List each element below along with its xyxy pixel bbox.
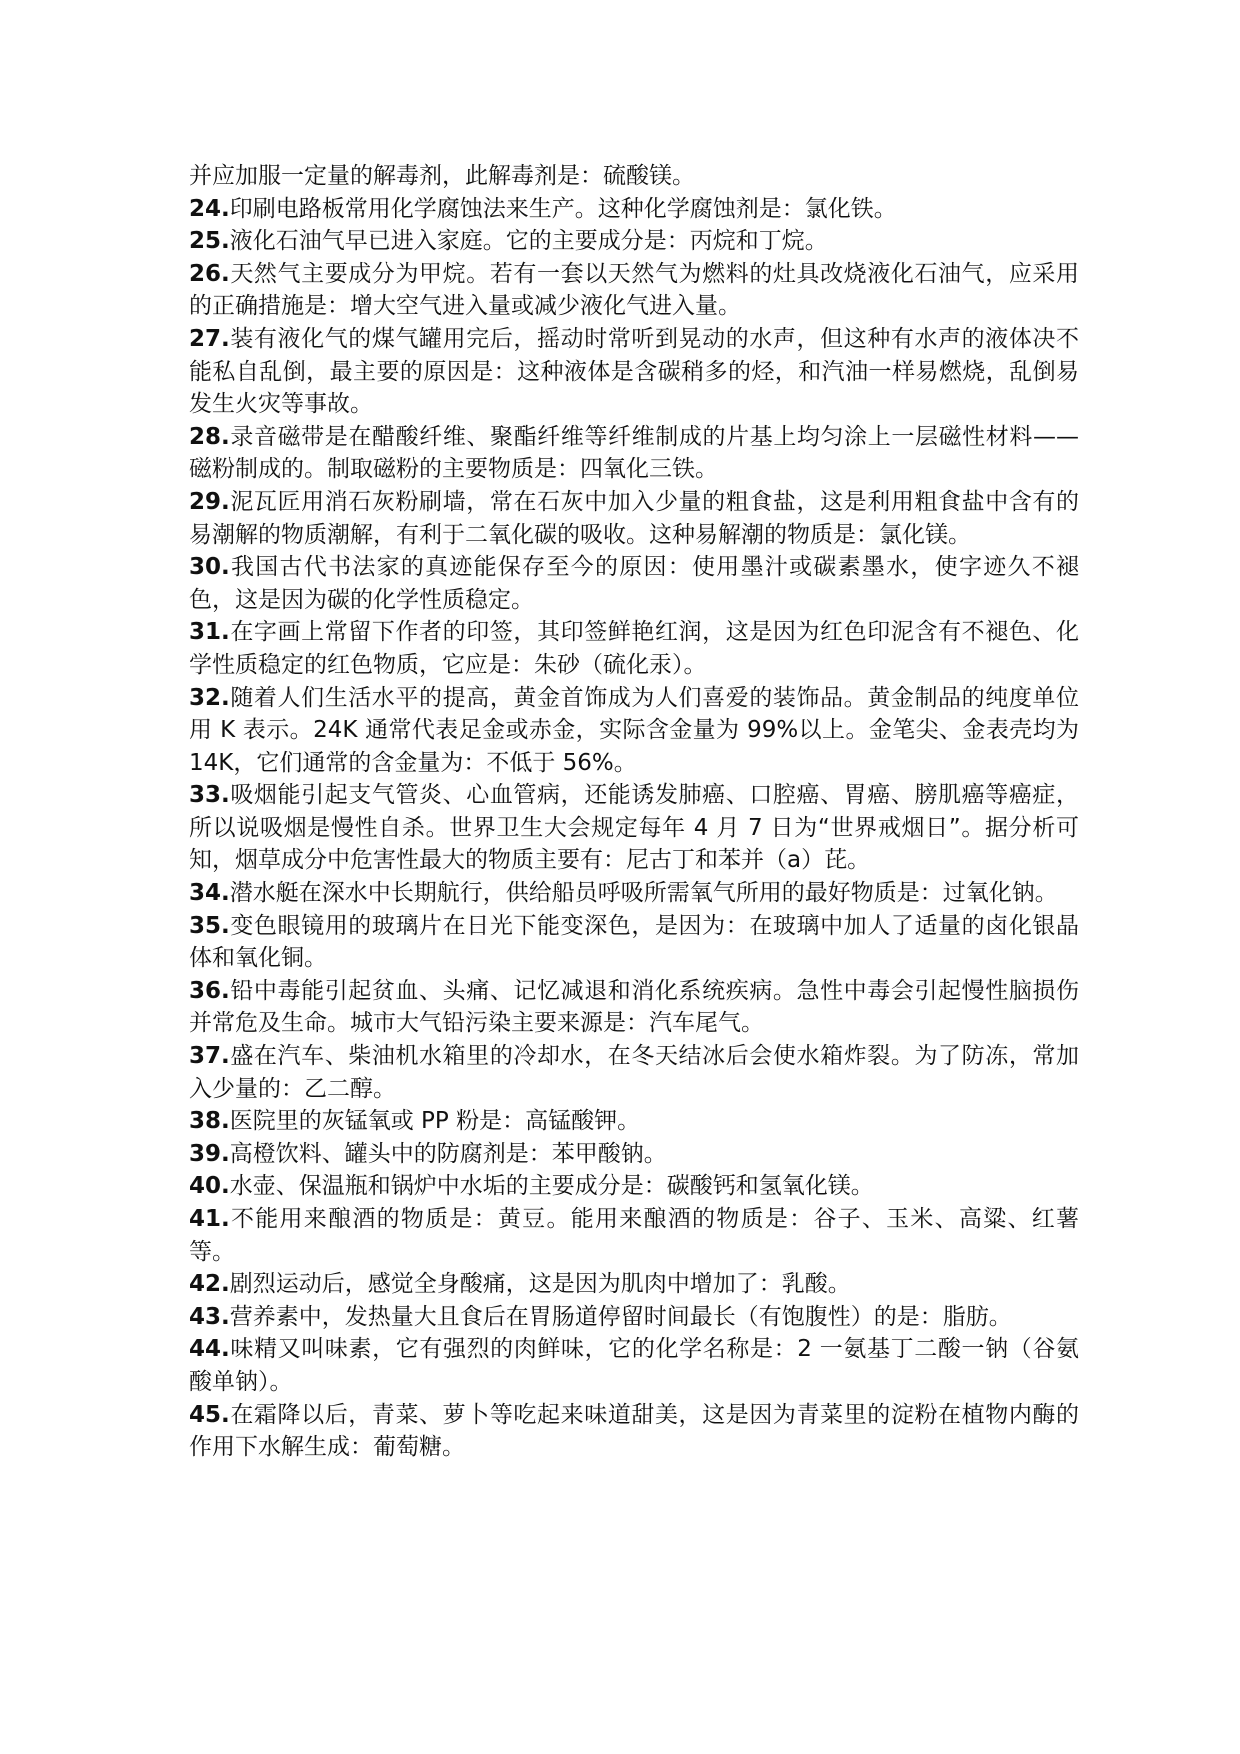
- item-number: 26.: [189, 260, 230, 287]
- item-32: [189, 682, 1079, 780]
- item-30: [189, 551, 1079, 616]
- item-number: 40.: [189, 1173, 230, 1200]
- item-33: [189, 779, 1079, 877]
- item-text: 潜水艇在深水中长期航行，供给船员呼吸所需氧气所用的最好物质是：过氧化钠。: [229, 880, 1058, 907]
- paragraph-continuation: 并应加服一定量的解毒剂，此解毒剂是：硫酸镁。: [189, 163, 695, 189]
- item-44: [189, 1333, 1079, 1398]
- item-text: 随着人们生活水平的提高，黄金首饰成为人们喜爱的装饰品。黄金制品的纯度单位用 K 表示。24K 通常代表足金或赤金，实际含金量为 99%以上。金笔尖、金表壳均为 14K，它们通常的含金量为：不低于 56%。: [189, 684, 1079, 776]
- item-number: 38.: [189, 1108, 230, 1135]
- item-25: [189, 225, 1079, 258]
- item-text: 营养素中，发热量大且食后在胃肠道停留时间最长（有饱腹性）的是：脂肪。: [229, 1303, 1012, 1330]
- item-number: 35.: [189, 912, 230, 939]
- item-text: 不能用来酿酒的物质是：黄豆。能用来酿酒的物质是：谷子、玉米、高粱、红薯等。: [189, 1206, 1079, 1265]
- item-number: 42.: [189, 1271, 230, 1298]
- item-41: [189, 1203, 1079, 1268]
- item-number: 34.: [189, 880, 230, 907]
- item-number: 41.: [189, 1206, 230, 1232]
- item-text: 在霜降以后，青菜、萝卜等吃起来味道甜美，这是因为青菜里的淀粉在植物内酶的作用下水解生成：葡萄糖。: [189, 1401, 1079, 1461]
- item-45: [189, 1399, 1079, 1464]
- document-page: [189, 160, 1079, 1464]
- item-text: 医院里的灰锰氧或 PP 粉是：高锰酸钾。: [229, 1108, 641, 1135]
- item-28: [189, 421, 1079, 486]
- item-text: 录音磁带是在醋酸纤维、聚酯纤维等纤维制成的片基上均匀涂上一层磁性材料——磁粉制成的。制取磁粉的主要物质是：四氧化三铁。: [189, 423, 1079, 483]
- item-text: 水壶、保温瓶和锅炉中水垢的主要成分是：碳酸钙和氢氧化镁。: [229, 1173, 874, 1200]
- item-text: 装有液化气的煤气罐用完后，摇动时常听到晃动的水声，但这种有水声的液体决不能私自乱倒，最主要的原因是：这种液体是含碳稍多的烃，和汽油一样易燃烧，乱倒易发生火灾等事故。: [189, 325, 1079, 418]
- item-31: [189, 616, 1079, 681]
- item-text: 天然气主要成分为甲烷。若有一套以天然气为燃料的灶具改烧液化石油气，应采用的正确措施是：增大空气进入量或减少液化气进入量。: [189, 260, 1079, 320]
- item-40: [189, 1170, 1079, 1203]
- item-24: [189, 193, 1079, 226]
- item-text: 味精又叫味素，它有强烈的肉鲜味，它的化学名称是：2 一氨基丁二酸一钠（谷氨酸单钠）。: [189, 1336, 1079, 1395]
- item-number: 37.: [189, 1043, 230, 1070]
- item-text: 我国古代书法家的真迹能保存至今的原因：使用墨汁或碳素墨水，使字迹久不褪色，这是因为碳的化学性质稳定。: [189, 554, 1079, 613]
- item-38: [189, 1105, 1079, 1138]
- item-number: 28.: [189, 423, 230, 450]
- item-number: 32.: [189, 684, 230, 711]
- item-number: 39.: [189, 1140, 230, 1167]
- item-42: [189, 1268, 1079, 1301]
- item-text: 高橙饮料、罐头中的防腐剂是：苯甲酸钠。: [229, 1140, 667, 1167]
- item-text: 印刷电路板常用化学腐蚀法来生产。这种化学腐蚀剂是：氯化铁。: [229, 195, 897, 222]
- item-text: 铅中毒能引起贫血、头痛、记忆减退和消化系统疾病。急性中毒会引起慢性脑损伤并常危及生命。城市大气铅污染主要来源是：汽车尾气。: [189, 977, 1079, 1037]
- item-number: 30.: [189, 554, 230, 581]
- item-27: [189, 323, 1079, 421]
- item-34: [189, 877, 1079, 910]
- item-text: 盛在汽车、柴油机水箱里的冷却水，在冬天结冰后会使水箱炸裂。为了防冻，常加入少量的：乙二醇。: [189, 1043, 1079, 1102]
- item-43: [189, 1301, 1079, 1334]
- item-number: 24.: [189, 195, 230, 222]
- item-number: 25.: [189, 228, 230, 255]
- item-number: 45.: [189, 1401, 230, 1428]
- item-number: 43.: [189, 1303, 230, 1330]
- item-text: 泥瓦匠用消石灰粉刷墙，常在石灰中加入少量的粗食盐，这是利用粗食盐中含有的易潮解的物质潮解，有利于二氧化碳的吸收。这种易解潮的物质是：氯化镁。: [189, 488, 1079, 548]
- item-text: 液化石油气早已进入家庭。它的主要成分是：丙烷和丁烷。: [229, 228, 828, 255]
- item-36: [189, 975, 1079, 1040]
- item-number: 33.: [189, 782, 230, 809]
- item-39: [189, 1138, 1079, 1171]
- item-37: [189, 1040, 1079, 1105]
- item-text: 吸烟能引起支气管炎、心血管病，还能诱发肺癌、口腔癌、胃癌、膀肌癌等癌症，所以说吸烟是慢性自杀。世界卫生大会规定每年 4 月 7 日为“世界戒烟日”。据分析可知，烟草成分中危害性最大的物质主要有：尼古丁和苯并（a）芘。: [189, 782, 1079, 874]
- item-number: 36.: [189, 977, 230, 1004]
- item-text: 剧烈运动后，感觉全身酸痛，这是因为肌肉中增加了：乳酸。: [229, 1271, 851, 1298]
- item-number: 31.: [189, 619, 230, 646]
- item-text: 变色眼镜用的玻璃片在日光下能变深色，是因为：在玻璃中加人了适量的卤化银晶体和氧化铜。: [189, 912, 1079, 972]
- item-number: 44.: [189, 1336, 230, 1363]
- item-text: 在字画上常留下作者的印签，其印签鲜艳红润，这是因为红色印泥含有不褪色、化学性质稳定的红色物质，它应是：朱砂（硫化汞）。: [189, 619, 1079, 678]
- item-35: [189, 910, 1079, 975]
- item-29: [189, 486, 1079, 551]
- item-number: 29.: [189, 488, 230, 515]
- item-26: [189, 258, 1079, 323]
- item-number: 27.: [189, 325, 230, 352]
